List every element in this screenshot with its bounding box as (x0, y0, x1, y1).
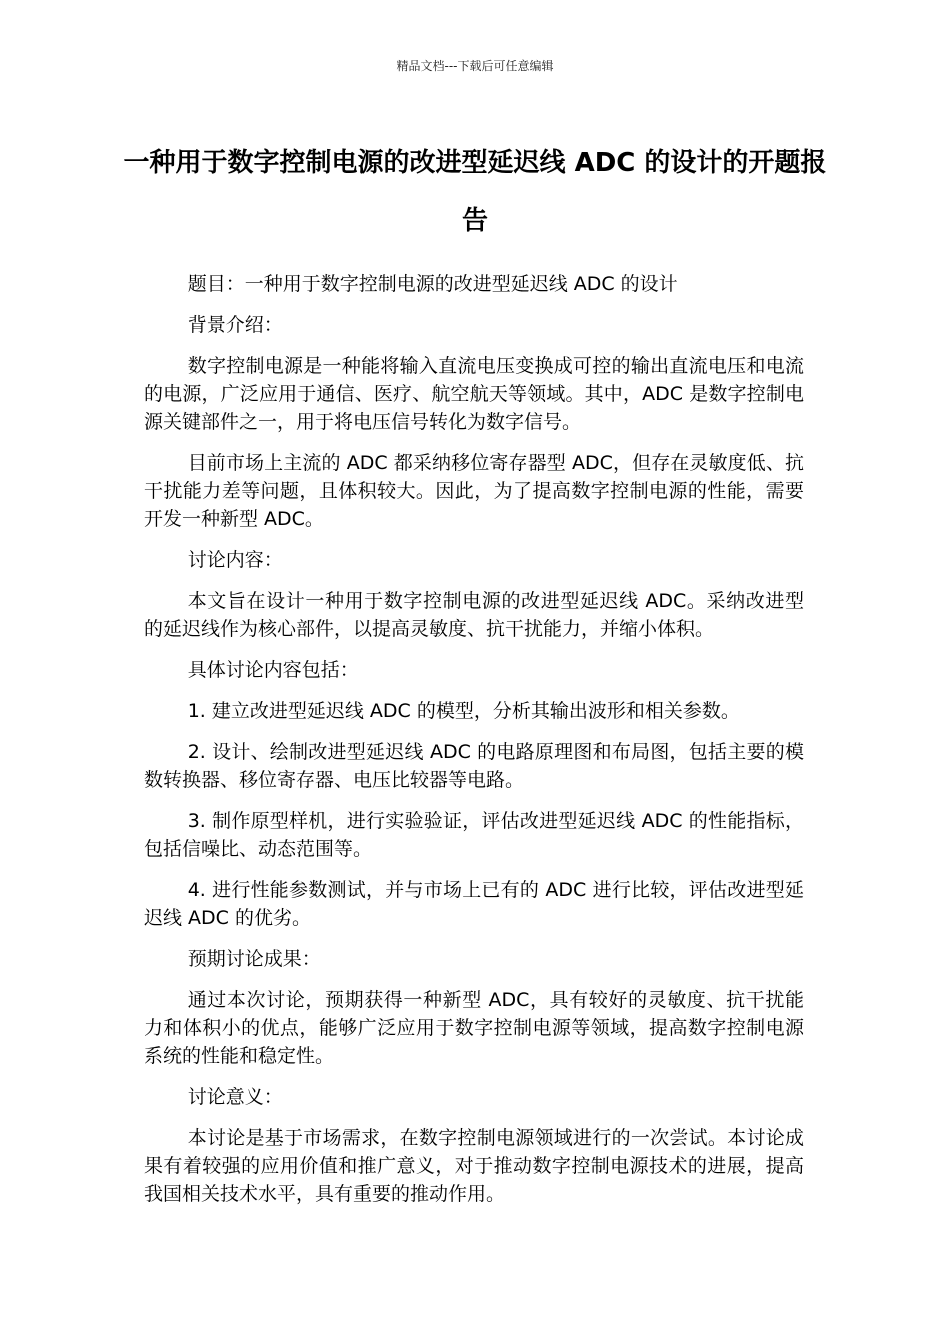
heading-discussion: 讨论内容： (187, 549, 283, 571)
document-body (144, 270, 804, 1221)
list-item-2: 2. 设计、绘制改进型延迟线 ADC 的电路原理图和布局图，包括主要的模数转换器、移位寄存器、电压比较器等电路。 (144, 741, 804, 791)
paragraph-expected-results: 通过本次讨论，预期获得一种新型 ADC，具有较好的灵敏度、抗干扰能力和体积小的优点，能够广泛应用于数字控制电源等领域，提高数字控制电源系统的性能和稳定性。 (144, 989, 804, 1067)
heading-discussion-items: 具体讨论内容包括： (187, 659, 359, 681)
paragraph-background-2: 目前市场上主流的 ADC 都采纳移位寄存器型 ADC，但存在灵敏度低、抗干扰能力差等问题，且体积较大。因此，为了提高数字控制电源的性能，需要开发一种新型 ADC。 (144, 452, 804, 530)
heading-significance: 讨论意义： (187, 1086, 283, 1108)
list-item-1: 1. 建立改进型延迟线 ADC 的模型，分析其输出波形和相关参数。 (187, 700, 740, 722)
paragraph-topic: 题目：一种用于数字控制电源的改进型延迟线 ADC 的设计 (187, 273, 678, 295)
list-item-4: 4. 进行性能参数测试，并与市场上已有的 ADC 进行比较，评估改进型延迟线 ADC 的优劣。 (144, 879, 804, 929)
list-item-3: 3. 制作原型样机，进行实验验证，评估改进型延迟线 ADC 的性能指标，包括信噪比、动态范围等。 (144, 810, 804, 860)
paragraph-background-1: 数字控制电源是一种能将输入直流电压变换成可控的输出直流电压和电流的电源，广泛应用于通信、医疗、航空航天等领域。其中，ADC 是数字控制电源关键部件之一，用于将电压信号转化为数字信号。 (144, 355, 804, 433)
header-note: 精品文档---下载后可任意编辑 (396, 59, 554, 73)
paragraph-discussion: 本文旨在设计一种用于数字控制电源的改进型延迟线 ADC。采纳改进型的延迟线作为核心部件，以提高灵敏度、抗干扰能力，并缩小体积。 (144, 590, 804, 640)
heading-background: 背景介绍： (187, 314, 283, 336)
paragraph-significance: 本讨论是基于市场需求，在数字控制电源领域进行的一次尝试。本讨论成果有着较强的应用价值和推广意义，对于推动数字控制电源技术的进展，提高我国相关技术水平，具有重要的推动作用。 (144, 1127, 804, 1205)
heading-expected-results: 预期讨论成果： (187, 948, 321, 970)
document-title: 一种用于数字控制电源的改进型延迟线 ADC 的设计的开题报告 (123, 148, 827, 236)
